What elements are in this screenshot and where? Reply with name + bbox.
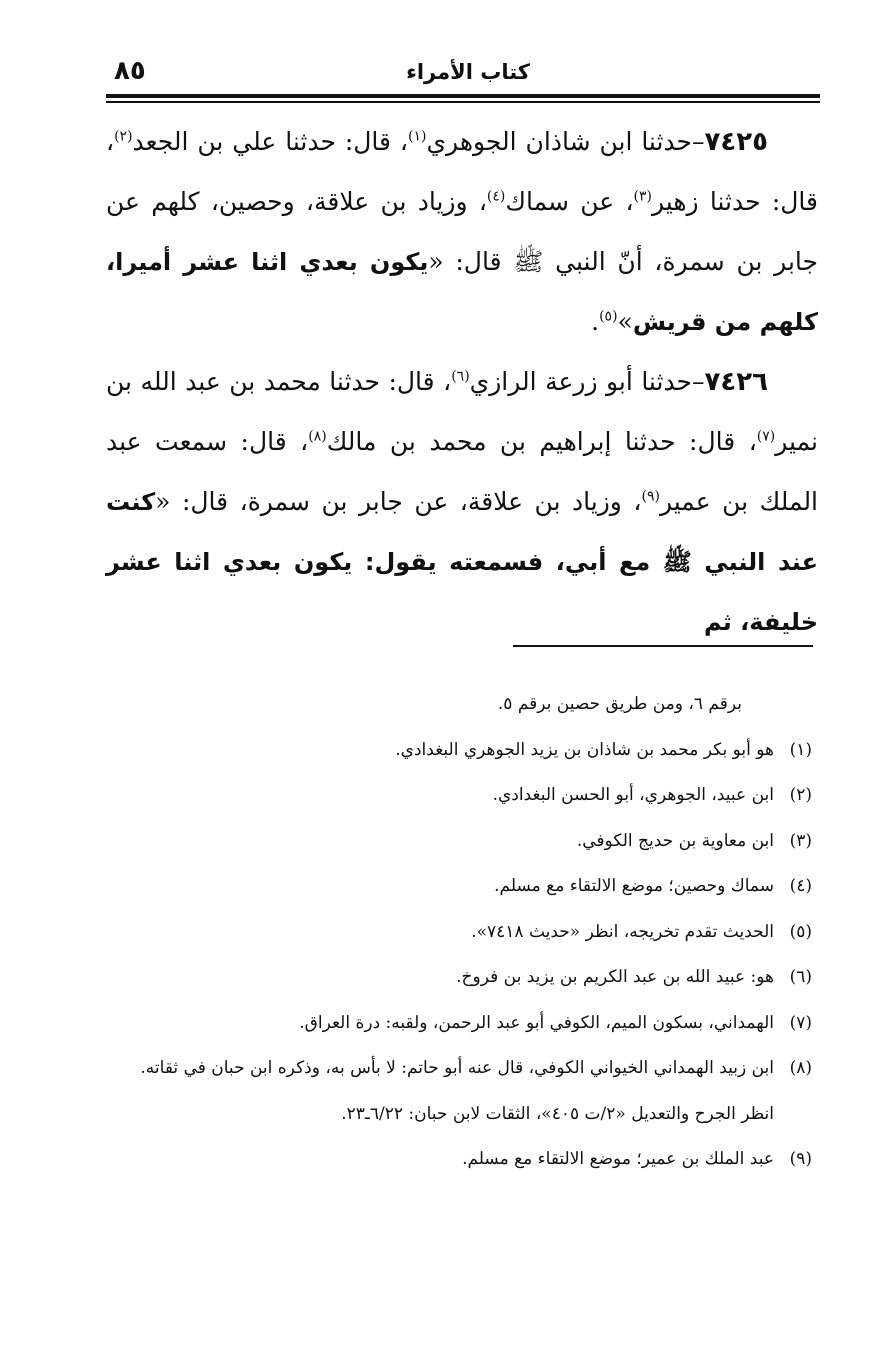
footnote-number: (٤) (789, 876, 812, 896)
footnote-text: ابن معاوية بن حديج الكوفي. (576, 830, 774, 851)
footnote-text: عبد الملك بن عمير؛ موضع الالتقاء مع مسلم. (462, 1149, 774, 1169)
hadith-text: . (591, 307, 600, 336)
footnote-text: هو: عبيد الله بن عبد الكريم بن يزيد بن فروخ. (456, 967, 774, 987)
hadith-7425 (106, 112, 818, 352)
footnote-number: (٨) (789, 1058, 812, 1078)
footnote-item (100, 728, 812, 774)
hadith-text: » (617, 307, 633, 336)
footnote-ref: (١) (407, 128, 427, 145)
hadith-matn: يكون بعدي اثنا عشر أميرا، كلهم من قريش (106, 248, 818, 336)
footnote-number: (١) (789, 739, 812, 760)
hadith-text: ، قال: حدثنا محمد بن عبد الله بن نمير (106, 367, 818, 456)
hadith-7426 (106, 352, 818, 652)
main-text (106, 112, 818, 652)
footnote-item (100, 773, 812, 819)
book-title: كتاب الأمراء (406, 60, 530, 84)
page-number: ٨٥ (114, 56, 146, 86)
footnote-continuation: برقم ٦، ومن طريق حصين برقم ٥. (497, 694, 742, 714)
footnote-number: (٦) (789, 967, 812, 987)
hadith-number: ٧٤٢٥ (704, 127, 768, 157)
hadith-text: ، وزياد بن علاقة، عن جابر بن سمرة، قال: « (155, 487, 642, 516)
hadith-number: ٧٤٢٦ (704, 367, 768, 397)
footnote-text: الحديث تقدم تخريجه، انظر «حديث ٧٤١٨». (471, 921, 774, 942)
footnote-number: (٧) (789, 1012, 812, 1033)
footnote-text: الهمداني، بسكون الميم، الكوفي أبو عبد الرحمن، ولقبه: درة العراق. (299, 1012, 774, 1033)
page-header (106, 54, 818, 90)
footnote-text: سماك وحصين؛ موضع الالتقاء مع مسلم. (494, 876, 774, 896)
hadith-text: ، عن سماك (505, 187, 634, 216)
hadith-text: ، قال: حدثنا إبراهيم بن محمد بن مالك (326, 427, 757, 456)
footnote-ref: (٣) (633, 188, 652, 205)
footnote-ref: (٥) (599, 308, 618, 325)
footnotes (100, 682, 812, 1183)
footnote-text: ابن عبيد، الجوهري، أبو الحسن البغدادي. (492, 785, 774, 805)
hadith-text: ، وزياد بن علاقة، وحصين، كلهم عن جابر بن سمرة، أنّ النبي ﷺ قال: « (106, 187, 818, 276)
footnote-number: (٣) (789, 830, 812, 851)
footnote-continuation-line: انظر الجرح والتعديل «٢/ت ٤٠٥»، الثقات لابن حبان: ٦/٢٢ـ٢٣. (341, 1103, 774, 1124)
footnote-item (100, 864, 812, 910)
footnote-ref: (٨) (308, 428, 327, 445)
footnote-separator (513, 645, 813, 647)
footnote-item (100, 955, 812, 1001)
header-rule-thick (106, 94, 820, 98)
footnote-item (100, 1046, 812, 1092)
footnote-item (100, 910, 812, 956)
footnote-item (100, 1001, 812, 1047)
footnote-text: ابن زبيد الهمداني الخيواني الكوفي، قال عنه أبو حاتم: لا بأس به، وذكره ابن حبان في ثقاته. (140, 1058, 774, 1078)
hadith-text: ، قال: حدثنا علي بن الجعد (132, 127, 408, 156)
hadith-text: ، قال: سمعت عبد الملك بن عمير (106, 427, 819, 516)
hadith-text: –حدثنا ابن شاذان الجوهري (426, 127, 705, 156)
footnote-ref: (٩) (641, 488, 660, 505)
footnote-ref: (٦) (451, 368, 470, 385)
footnote-ref: (٤) (486, 188, 506, 205)
footnote-number: (٢) (789, 785, 812, 805)
hadith-text: –حدثنا أبو زرعة الرازي (469, 367, 705, 396)
footnote-text: هو أبو بكر محمد بن شاذان بن يزيد الجوهري البغدادي. (395, 739, 774, 760)
footnote-item (100, 819, 812, 865)
footnote-ref: (٢) (114, 128, 133, 145)
footnote-ref: (٧) (756, 428, 776, 445)
header-rule-thin (106, 101, 820, 103)
hadith-text: ، قال: حدثنا زهير (106, 127, 818, 216)
footnote-number: (٥) (789, 921, 812, 942)
hadith-matn: كنت عند النبي ﷺ مع أبي، فسمعته يقول: يكون بعدي اثنا عشر خليفة، ثم (106, 488, 818, 636)
footnote-number: (٩) (789, 1149, 812, 1169)
footnote-item (100, 1137, 812, 1183)
